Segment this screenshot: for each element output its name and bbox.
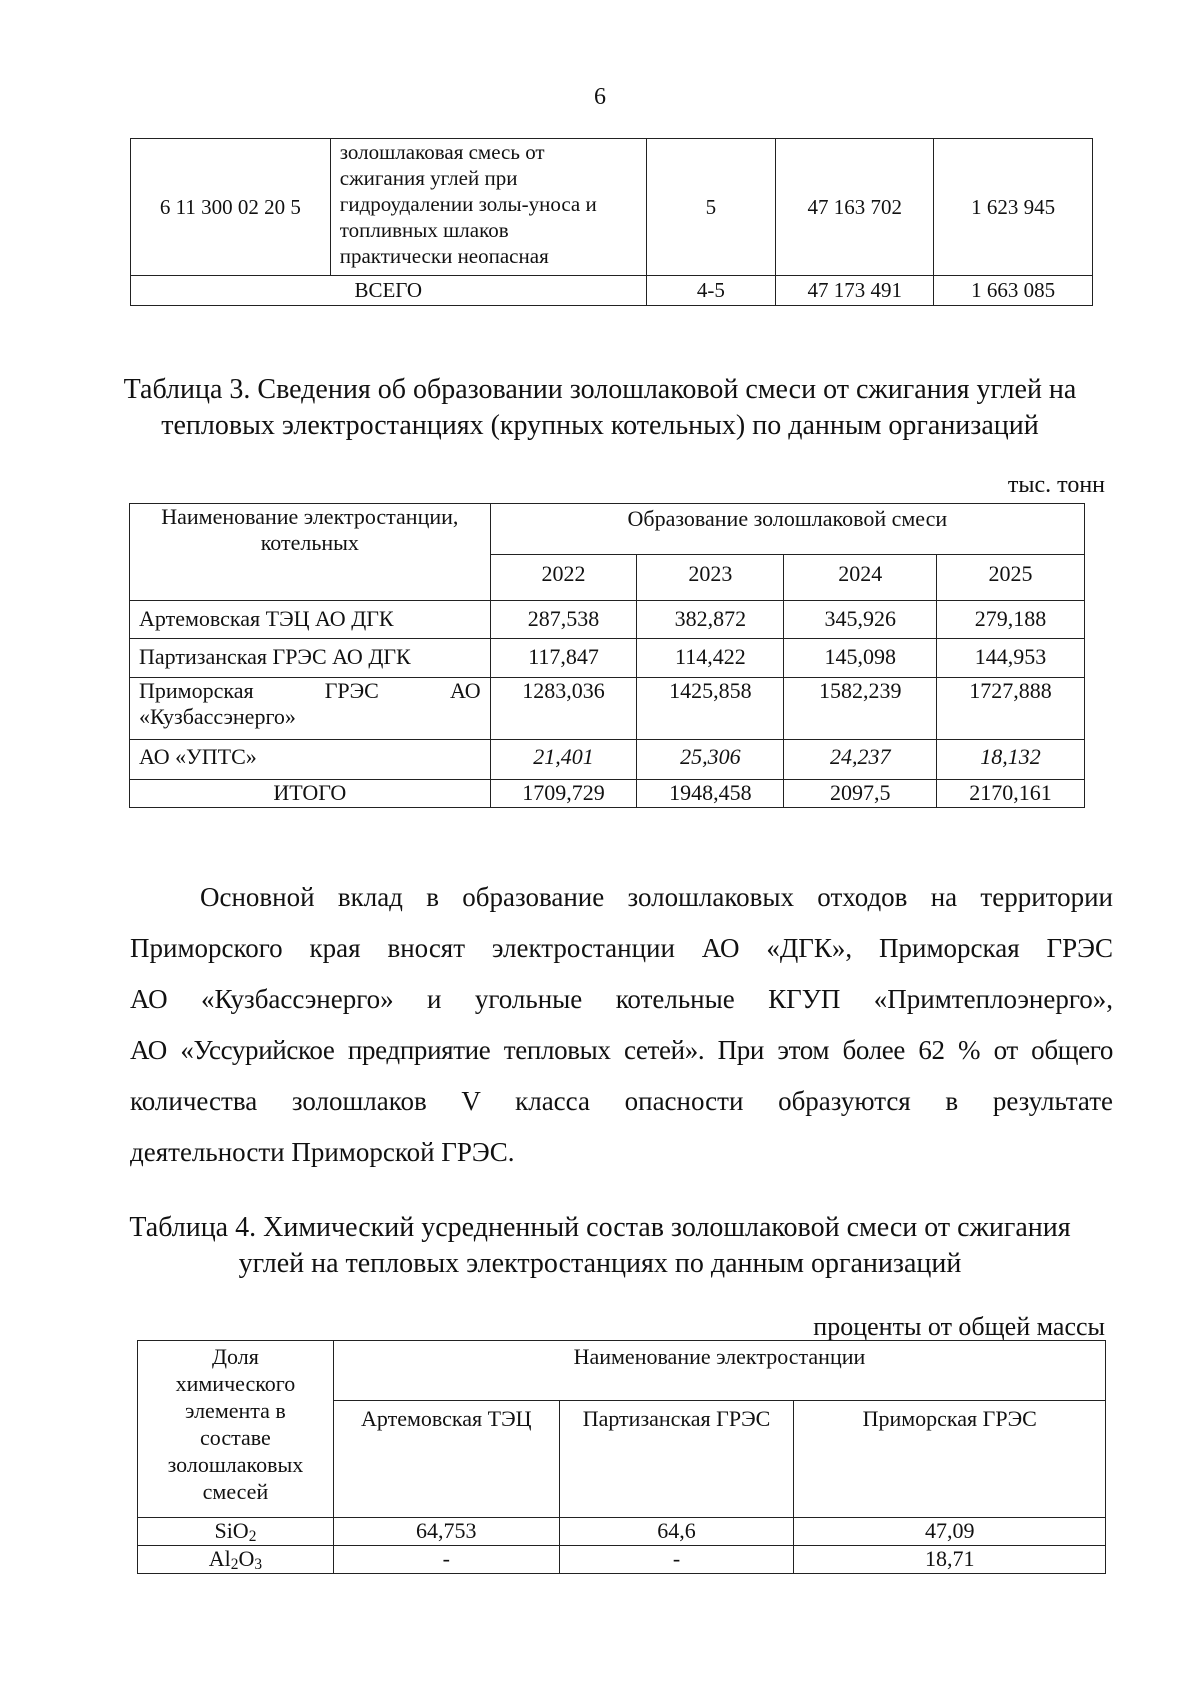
value-cell: 64,6 [559,1518,794,1546]
body-paragraph: Основной вклад в образование золошлаковых отходов на территории Приморского края вносят электростанции АО «ДГК», Приморская ГРЭС АО «Кузбассэнерго» и угольные котельные КГУП «Примтеплоэнерго», АО «Уссурийское предприятие тепловых сетей». При этом более 62 % от общего количества золошлаков V класса опасности образуются в результате деятельности Приморской ГРЭС. [130,882,1113,1167]
total-row [130,780,1085,808]
value-cell: 25,306 [637,740,784,780]
total-label: ИТОГО [130,780,491,808]
value-cell: 144,953 [937,639,1085,678]
value-cell: 1283,036 [490,678,637,740]
header-year: 2025 [937,555,1085,601]
table3-units: тыс. тонн [1007,472,1105,498]
value-cell: 287,538 [490,601,637,639]
value-cell: 2170,161 [937,780,1085,808]
value-cell: 47,09 [794,1518,1106,1546]
table-row [130,740,1085,780]
header-station-name: Приморская ГРЭС [794,1401,1106,1518]
station-name: Партизанская ГРЭС АО ДГК [130,639,491,678]
table-row [130,678,1085,740]
value-cell: 114,422 [637,639,784,678]
value-cell: 345,926 [784,601,937,639]
header-year: 2022 [490,555,637,601]
table-row [130,639,1085,678]
table3-caption: Таблица 3. Сведения об образовании золошлаковой смеси от сжигания углей на тепловых электростанциях (крупных котельных) по данным организаций [123,374,1077,441]
value-cell: 18,71 [794,1546,1106,1574]
header-year: 2024 [784,555,937,601]
value-cell: 382,872 [637,601,784,639]
header-station-name: Партизанская ГРЭС [559,1401,794,1518]
table3 [129,503,1085,808]
value-cell: 1582,239 [784,678,937,740]
table4 [137,1340,1106,1574]
header-station-name: Артемовская ТЭЦ [333,1401,559,1518]
value-cell: 24,237 [784,740,937,780]
table-header-row [130,504,1085,555]
previous-table-continuation [130,138,1093,306]
value-cell: 1 623 945 [934,139,1093,276]
table4-units: проценты от общей массы [813,1312,1105,1341]
element-formula: $Al_2O_3$ [138,1546,334,1574]
table-row [138,1518,1106,1546]
table-header-row [138,1341,1106,1401]
station-name: Приморская ГРЭС АО «Кузбассэнерго» [130,678,491,740]
page-number: 6 [594,84,606,110]
value-cell: 64,753 [333,1518,559,1546]
value-cell: 1948,458 [637,780,784,808]
value-cell: 47 173 491 [776,276,934,306]
value-cell: 1709,729 [490,780,637,808]
station-name: Артемовская ТЭЦ АО ДГК [130,601,491,639]
value-cell: 1 663 085 [934,276,1093,306]
header-formation: Образование золошлаковой смеси [490,504,1084,555]
table-row [130,601,1085,639]
value-cell: - [333,1546,559,1574]
total-row [131,276,1093,306]
table-row [131,139,1093,276]
station-name: АО «УПТС» [130,740,491,780]
waste-description: золошлаковая смесь от сжигания углей при гидроудалении золы-уноса и топливных шлаков практически неопасная [330,139,646,276]
value-cell: 145,098 [784,639,937,678]
hazard-class: 4-5 [646,276,776,306]
header-station: Наименование электростанции [333,1341,1105,1401]
value-cell: - [559,1546,794,1574]
table4-caption: Таблица 4. Химический усредненный состав золошлаковой смеси от сжигания углей на тепловых электростанциях по данным организаций [129,1212,1071,1279]
header-station-name: Наименование электростанции, котельных [130,504,491,601]
value-cell: 279,188 [937,601,1085,639]
value-cell: 47 163 702 [776,139,934,276]
value-cell: 1425,858 [637,678,784,740]
value-cell: 21,401 [490,740,637,780]
total-label: ВСЕГО [131,276,647,306]
element-formula: SiO$_2$ [138,1518,334,1546]
value-cell: 1727,888 [937,678,1085,740]
waste-code: 6 11 300 02 20 5 [131,139,331,276]
value-cell: 117,847 [490,639,637,678]
hazard-class: 5 [646,139,776,276]
header-year: 2023 [637,555,784,601]
table-row [138,1546,1106,1574]
value-cell: 2097,5 [784,780,937,808]
header-element-share: Доля химического элемента в составе золошлаковых смесей [138,1341,334,1518]
value-cell: 18,132 [937,740,1085,780]
